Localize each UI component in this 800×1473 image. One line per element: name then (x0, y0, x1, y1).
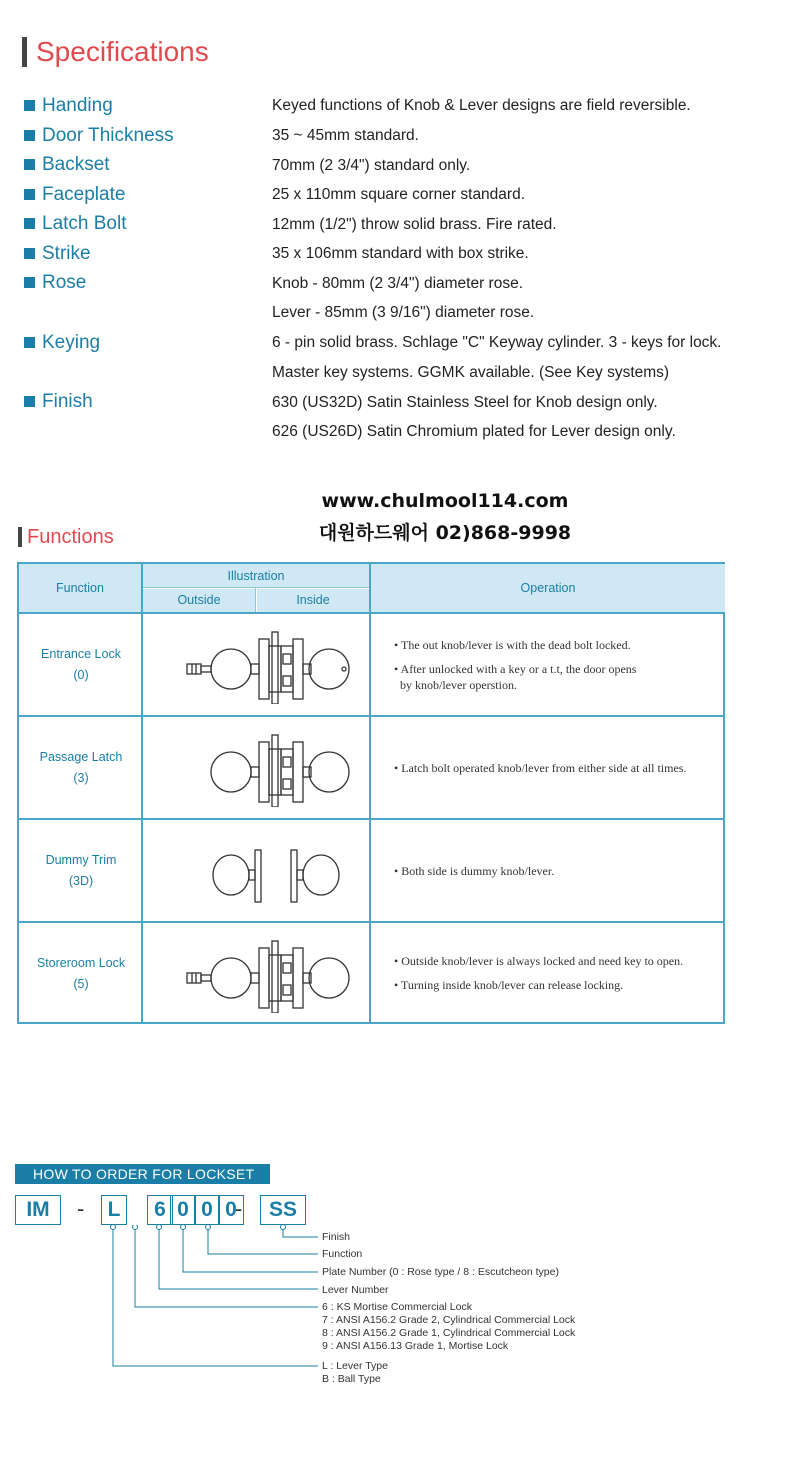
functions-table (17, 562, 725, 1024)
column-divider (369, 564, 371, 1024)
spec-value-backset: 70mm (2 3/4") standard only. (272, 157, 471, 174)
function-name: Passage Latch (39, 750, 123, 764)
legend-plate-number: Plate Number (0 : Rose type / 8 : Escutcheon type) (322, 1266, 559, 1278)
spec-label-strike: Strike (42, 243, 91, 264)
header-function (19, 564, 141, 612)
code-dash: - (235, 1196, 243, 1221)
legend-series-9: 9 : ANSI A156.13 Grade 1, Mortise Lock (322, 1340, 509, 1352)
spec-label-keying: Keying (42, 332, 101, 353)
phone-number: 대원하드웨어 02)868-9998 (318, 522, 572, 544)
header-inside (257, 589, 369, 612)
header-illustration-label: Illustration (227, 569, 285, 583)
code-dash: - (77, 1196, 85, 1221)
function-name: Entrance Lock (41, 647, 121, 661)
operation-line: • The out knob/lever is with the dead bolt locked. (394, 638, 631, 652)
order-title: HOW TO ORDER FOR LOCKSET (15, 1164, 270, 1184)
bullet-icon (24, 130, 35, 141)
spec-value-latch-bolt: 12mm (1/2") throw solid brass. Fire rated. (272, 216, 557, 233)
header-outside-label: Outside (177, 593, 221, 607)
legend-series-6: 6 : KS Mortise Commercial Lock (322, 1301, 472, 1313)
lockset-illustration (179, 624, 369, 704)
spec-value-door-thickness: 35 ~ 45mm standard. (272, 127, 419, 144)
spec-value-rose-lever: Lever - 85mm (3 9/16") diameter rose. (272, 304, 535, 321)
code-plate: 0 (194, 1195, 220, 1225)
code-function: 0 (218, 1195, 244, 1225)
legend-finish: Finish (322, 1231, 351, 1243)
header-function-label: Function (56, 581, 104, 595)
operation-text (394, 637, 636, 693)
operation-text (394, 953, 683, 993)
header-inside-label: Inside (296, 593, 330, 607)
bullet-icon (24, 337, 35, 348)
bullet-icon (24, 248, 35, 259)
header-operation (371, 564, 725, 612)
legend-ball-type: B : Ball Type (322, 1373, 381, 1385)
legend-series-7: 7 : ANSI A156.2 Grade 2, Cylindrical Commercial Lock (322, 1314, 576, 1326)
spec-value-faceplate: 25 x 110mm square corner standard. (272, 186, 526, 203)
code-prefix: IM (15, 1195, 61, 1225)
header-outside (143, 589, 255, 612)
code-finish: SS (260, 1195, 306, 1225)
header-operation-label: Operation (520, 581, 576, 595)
legend-function: Function (322, 1248, 363, 1260)
legend-lever-type: L : Lever Type (322, 1360, 388, 1372)
function-code: (3) (73, 771, 89, 785)
spec-value-keying-1: 6 - pin solid brass. Schlage "C" Keyway cylinder. 3 - keys for lock. (272, 334, 722, 351)
lockset-illustration (179, 727, 369, 807)
spec-value-handing: Keyed functions of Knob & Lever designs are field reversible. (272, 97, 691, 114)
functions-title: Functions (27, 526, 114, 548)
function-name: Storeroom Lock (36, 956, 126, 970)
spec-label-latch-bolt: Latch Bolt (42, 213, 127, 234)
bullet-icon (24, 159, 35, 170)
spec-value-strike: 35 x 106mm standard with box strike. (272, 245, 529, 262)
spec-label-rose: Rose (42, 272, 87, 293)
spec-label-backset: Backset (42, 154, 110, 175)
spec-value-finish-2: 626 (US26D) Satin Chromium plated for Lever design only. (272, 423, 676, 440)
lockset-illustration (179, 933, 369, 1013)
header-illustration (143, 564, 369, 588)
operation-line: • Both side is dummy knob/lever. (394, 864, 555, 878)
row-divider (19, 612, 725, 614)
operation-text (394, 863, 554, 879)
spec-label-handing: Handing (42, 95, 113, 116)
spec-label-door-thickness: Door Thickness (42, 125, 174, 146)
website-link[interactable]: www.chulmool114.com (321, 490, 569, 512)
legend-series-8: 8 : ANSI A156.2 Grade 1, Cylindrical Commercial Lock (322, 1327, 576, 1339)
bullet-icon (24, 100, 35, 111)
spec-value-finish-1: 630 (US32D) Satin Stainless Steel for Knob design only. (272, 394, 658, 411)
function-code: (5) (73, 977, 89, 991)
function-code: (0) (73, 668, 89, 682)
code-type: L (101, 1195, 127, 1225)
operation-line: • Turning inside knob/lever can release locking. (394, 978, 624, 992)
bullet-icon (24, 396, 35, 407)
operation-line: by knob/lever operstion. (394, 678, 517, 692)
legend-lever-number: Lever Number (322, 1284, 389, 1296)
row-divider (19, 715, 725, 717)
row-divider (19, 818, 725, 820)
function-name: Dummy Trim (45, 853, 117, 867)
bullet-icon (24, 277, 35, 288)
spec-label-finish: Finish (42, 391, 93, 412)
operation-line: • Latch bolt operated knob/lever from either side at all times. (394, 761, 687, 775)
code-lever: 0 (170, 1195, 196, 1225)
function-code: (3D) (68, 874, 94, 888)
code-series: 6 (147, 1195, 173, 1225)
bullet-icon (24, 189, 35, 200)
row-divider (143, 587, 369, 588)
operation-line: • Outside knob/lever is always locked and need key to open. (394, 954, 684, 968)
spec-label-faceplate: Faceplate (42, 184, 126, 205)
order-connector-lines (0, 1225, 330, 1370)
dummy-trim-illustration (179, 830, 369, 910)
specifications-title: Specifications (36, 36, 209, 67)
column-divider (255, 588, 256, 612)
bullet-icon (24, 218, 35, 229)
row-divider (19, 921, 725, 923)
spec-value-rose-knob: Knob - 80mm (2 3/4") diameter rose. (272, 275, 524, 292)
section-marker (18, 527, 22, 547)
section-marker (22, 37, 27, 67)
operation-line: • After unlocked with a key or a t.t, the door opens (394, 662, 637, 676)
spec-value-keying-2: Master key systems. GGMK available. (See Key systems) (272, 364, 670, 381)
operation-text (394, 760, 686, 776)
